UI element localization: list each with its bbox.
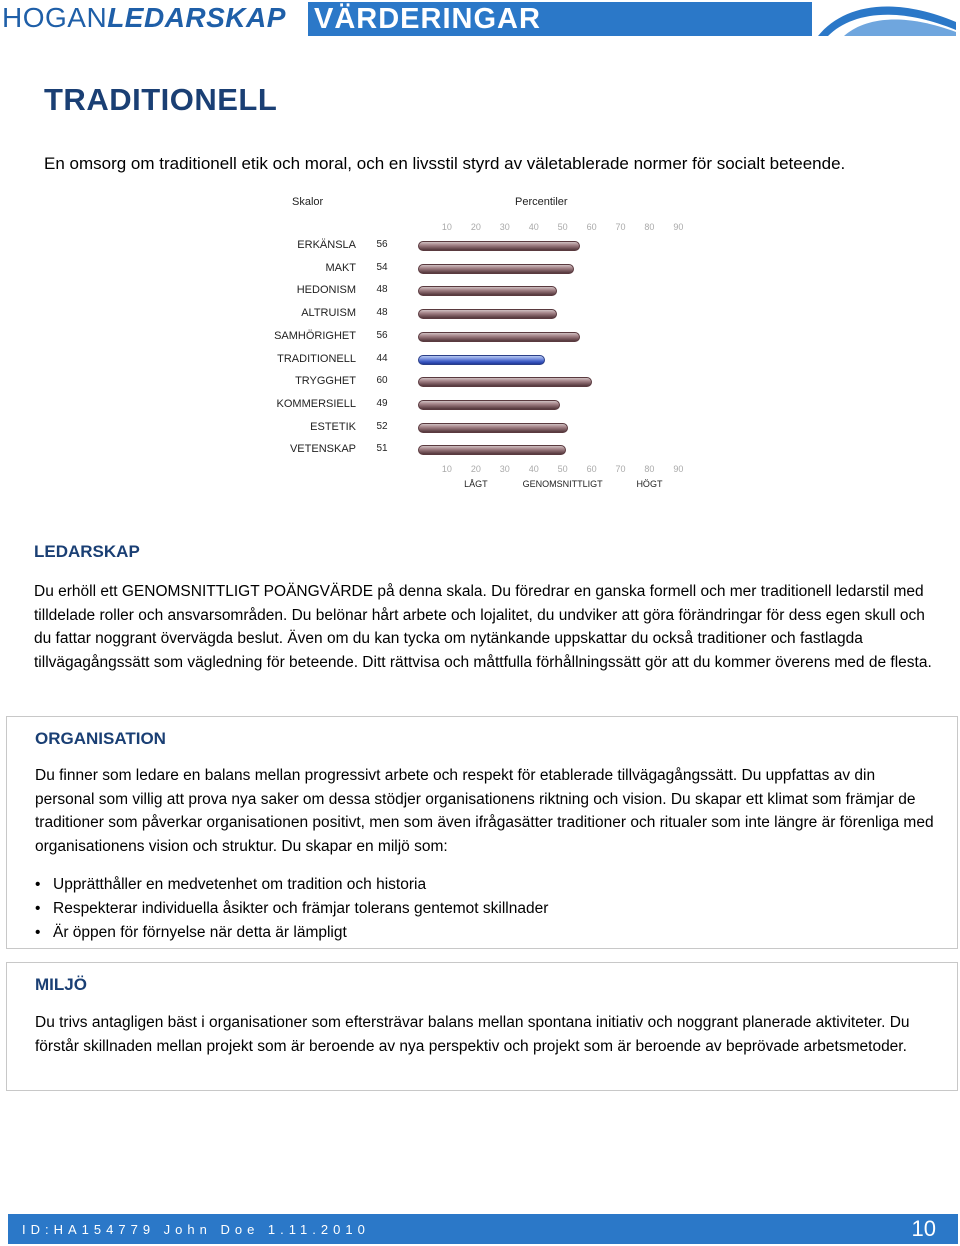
bar	[418, 377, 592, 387]
bar	[418, 286, 557, 296]
zone-label: LÅGT	[464, 479, 488, 489]
bar	[418, 332, 580, 342]
section-ledarskap	[6, 530, 958, 706]
score-value: 49	[376, 397, 388, 409]
scale-label: ERKÄNSLA	[297, 239, 356, 251]
brand-part-2: LEDARSKAP	[107, 2, 286, 33]
score-value: 48	[376, 284, 388, 296]
score-value: 60	[376, 375, 388, 387]
scale-label: HEDONISM	[296, 284, 356, 297]
list-item: • Respekterar individuella åsikter och främjar tolerans gentemot skillnader	[35, 897, 915, 921]
zone-label: HÖGT	[636, 479, 663, 489]
report-id: ID:HA154779 John Doe 1.11.2010	[22, 1222, 370, 1237]
tick-label-top: 80	[644, 222, 655, 232]
score-value: 44	[376, 352, 388, 364]
bar	[418, 264, 574, 274]
score-value: 54	[376, 261, 388, 273]
tick-label-bottom: 60	[586, 464, 597, 474]
bar	[418, 309, 557, 319]
hogan-logo-icon	[814, 0, 960, 38]
tick-label-top: 50	[557, 222, 568, 232]
tick-label-top: 90	[673, 222, 684, 232]
scale-label: TRYGGHET	[295, 375, 356, 388]
header-band-text: VÄRDERINGAR	[314, 3, 541, 35]
tick-label-top: 70	[615, 222, 626, 232]
section-text-ledarskap: Du erhöll ett GENOMSNITTLIGT POÄNGVÄRDE på denna skala. Du föredrar en ganska formell och mer traditionell ledarstil med tilldelade roller och ansvarsområden. Du belönar hårt arbete och lojalitet, du undviker att göra förändringar för dess egen skull och du fattar noggrant övervägda beslut. Även om du kan tycka om nytänkande uppskattar du också traditioner och fastlagda tillvägagångssätt som vägledning för beteende. Ditt rättvisa och måttfulla förhållningssätt gör att du kommer överens med de flesta.	[34, 583, 932, 671]
score-value: 51	[376, 443, 388, 455]
page-title: TRADITIONELL	[44, 82, 278, 117]
scale-label: MAKT	[325, 261, 356, 274]
tick-label-bottom: 80	[644, 464, 655, 474]
brand-part-1: HOGAN	[2, 2, 108, 33]
score-value: 56	[376, 329, 388, 341]
page-number: 10	[911, 1216, 936, 1241]
zone-label: GENOMSNITTLIGT	[522, 479, 603, 489]
bar	[418, 423, 568, 433]
tick-label-bottom: 10	[441, 464, 452, 474]
scale-label: VETENSKAP	[289, 443, 356, 456]
brand-title	[2, 2, 286, 34]
section-title-organisation: ORGANISATION	[35, 729, 166, 748]
percentile-chart	[0, 190, 960, 500]
section-text-organisation: Du finner som ledare en balans mellan progressivt arbete och respekt för etablerade tillvägagångssätt. Du uppfattas av din personal som villig att prova nya saker om dessa stödjer organisationens riktning och vision. Du skapar ett klimat som främjar de traditioner som påverkar organisationen positivt, men som även ifrågasätter traditioner och ritualer som inte längre är förenliga med organisationens vision och struktur. Du skapar en miljö som:	[35, 767, 934, 855]
tick-label-bottom: 40	[528, 464, 539, 474]
list-item: • Upprätthåller en medvetenhet om tradition och historia	[35, 873, 915, 897]
score-value: 56	[376, 239, 388, 250]
scale-label: SAMHÖRIGHET	[274, 329, 356, 342]
chart-header-percentiles: Percentiler	[515, 196, 568, 208]
tick-label-bottom: 20	[470, 464, 481, 474]
list-item: • Är öppen för förnyelse när detta är lämpligt	[35, 921, 915, 945]
scale-label: ESTETIK	[310, 420, 356, 433]
page-footer	[8, 1214, 958, 1244]
bar	[418, 445, 566, 455]
page-intro: En omsorg om traditionell etik och moral, och en livsstil styrd av väletablerade normer för socialt beteende.	[44, 154, 846, 173]
header-band	[308, 2, 812, 36]
tick-label-top: 20	[470, 222, 481, 232]
tick-label-bottom: 30	[499, 464, 510, 474]
section-organisation	[6, 716, 958, 949]
scale-label: KOMMERSIELL	[276, 397, 356, 410]
page-header	[0, 0, 960, 38]
score-value: 48	[376, 307, 388, 319]
tick-label-top: 30	[499, 222, 510, 232]
bar	[418, 400, 560, 410]
tick-label-top: 40	[528, 222, 539, 232]
section-title-miljo: MILJÖ	[35, 975, 87, 994]
tick-label-top: 60	[586, 222, 597, 232]
chart-header-scales: Skalor	[292, 196, 324, 208]
section-miljo	[6, 962, 958, 1091]
tick-label-bottom: 90	[673, 464, 684, 474]
score-value: 52	[376, 420, 388, 432]
tick-label-top: 10	[441, 222, 452, 232]
tick-label-bottom: 70	[615, 464, 626, 474]
scale-label: ALTRUISM	[301, 307, 356, 320]
section-title-ledarskap: LEDARSKAP	[34, 542, 140, 561]
scale-label: TRADITIONELL	[277, 352, 356, 365]
bar	[418, 355, 545, 365]
tick-label-bottom: 50	[557, 464, 568, 474]
organisation-bullet-list	[35, 873, 915, 945]
bar	[418, 241, 580, 251]
section-text-miljo: Du trivs antagligen bäst i organisationer som eftersträvar balans mellan spontana initiativ och noggrant planerade aktiviteter. Du förstår skillnaden mellan projekt som är beroende av nya perspektiv och projekt som är beroende av beprövade arbetsmetoder.	[35, 1014, 910, 1055]
